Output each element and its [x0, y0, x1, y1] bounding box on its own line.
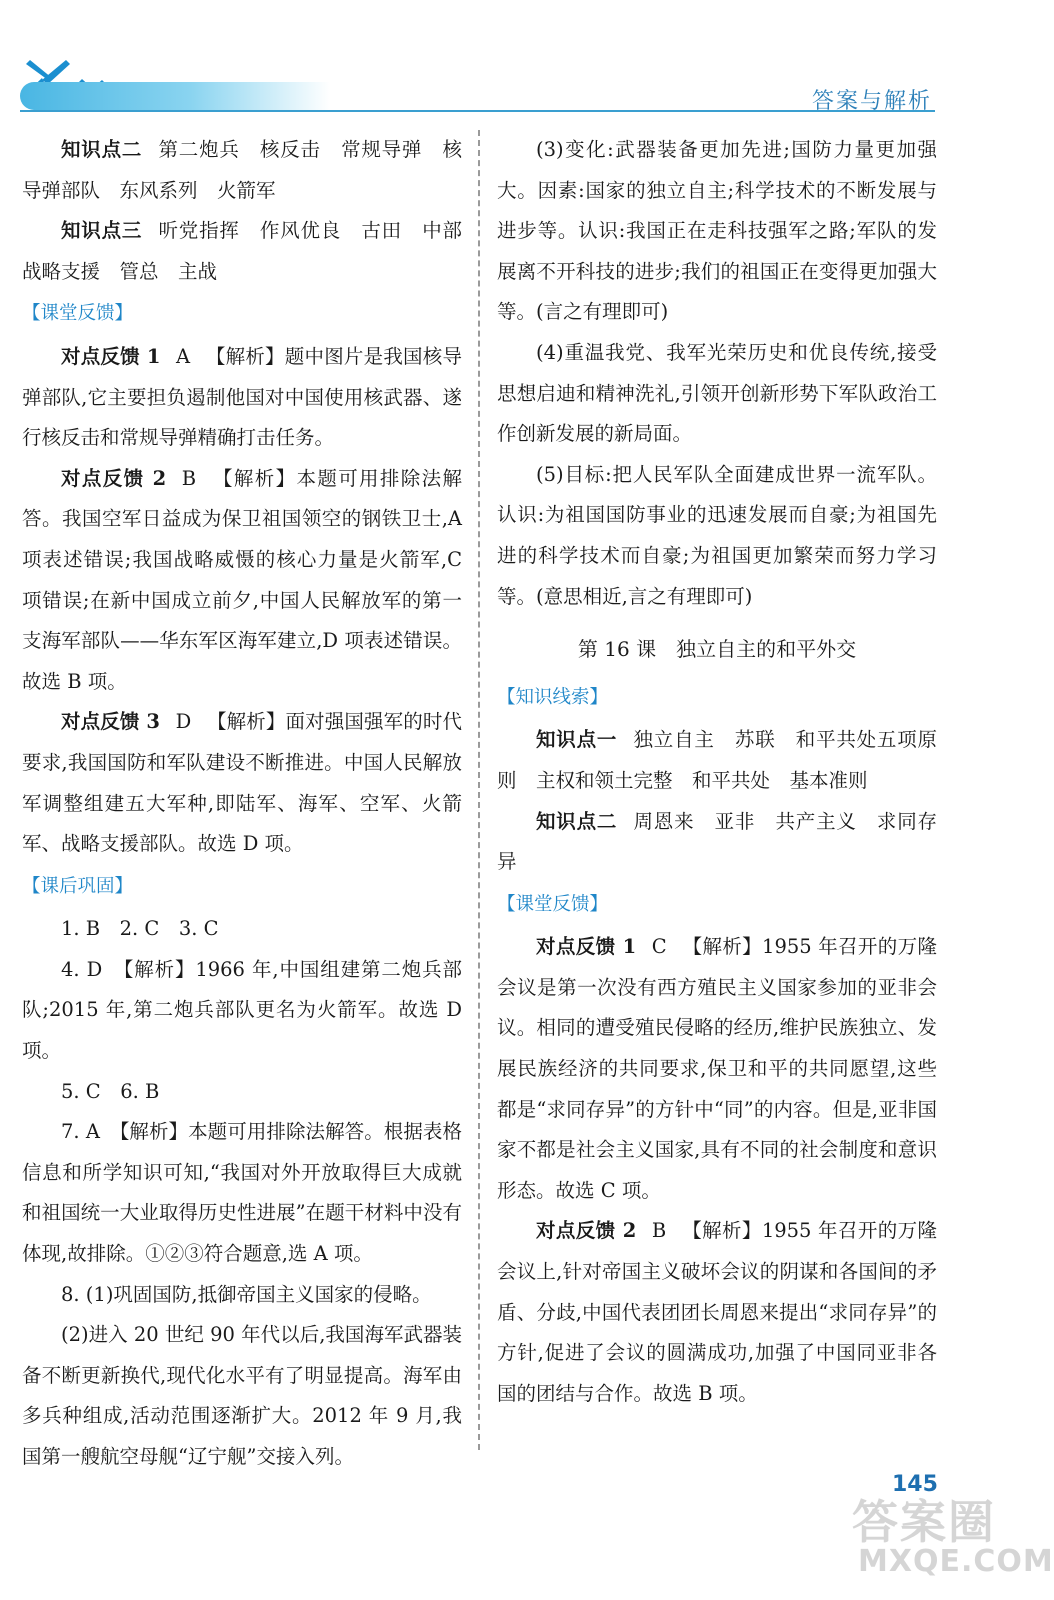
kp2-text: 第二炮兵 核反击 常规导弹 核导弹部队 东风系列 火箭军 — [22, 138, 462, 202]
kp1-text: 独立自主 苏联 和平共处五项原则 主权和领土完整 和平共处 基本准则 — [497, 728, 937, 792]
feedback-2-label: 对点反馈 2 — [61, 466, 167, 490]
answer-7: 7. A 【解析】本题可用排除法解答。根据表格信息和所学知识可知,“我国对外开放取得巨大成就和祖国统一大业取得历史性进展”在题干材料中没有体现,故排除。①②③符合题意,选 A 项。 — [22, 1120, 462, 1266]
page-header — [0, 0, 1054, 120]
lesson-title: 第 16 课 独立自主的和平外交 — [577, 637, 857, 662]
column-divider — [478, 130, 480, 1450]
feedback-2-right-text: 1955 年召开的万隆会议上,针对帝国主义破坏会议的阴谋和各国间的矛盾、分歧,中国代表团团长周恩来提出“求同存异”的方针,促进了会议的圆满成功,加强了中国同亚非各国的团结与合作。故选 B 项。 — [497, 1219, 938, 1405]
knowledge-point-2-right — [497, 802, 937, 883]
section-after-class: 【课后巩固】 — [22, 875, 134, 897]
feedback-3 — [22, 702, 462, 864]
answer-8-3: (3)变化:武器装备更加先进;国防力量更加强大。因素:国家的独立自主;科学技术的不断发展与进步等。认识:我国正在走科技强军之路;军队的发展离不开科技的进步;我们的祖国正在变得更加强大等。(言之有理即可) — [497, 138, 937, 324]
section-classroom-feedback-right: 【课堂反馈】 — [497, 893, 609, 915]
feedback-1-right — [497, 927, 937, 1211]
kp2-right-text: 周恩来 亚非 共产主义 求同存异 — [497, 809, 937, 874]
feedback-1-right-text: 1955 年召开的万隆会议是第一次没有西方殖民主义国家参加的亚非会议。相同的遭受殖民侵略的经历,维护民族独立、发展民族经济的共同要求,保卫和平的共同愿望,这些都是“求同存异”的方针中“同”的内容。但是,亚非国家不都是社会主义国家,具有不同的社会制度和意识形态。故选 C 项。 — [497, 935, 937, 1202]
feedback-1-tag: 【解析】 — [205, 344, 285, 368]
kp2-right-label: 知识点二 — [536, 809, 618, 833]
feedback-3-text: 面对强国强军的时代要求,我国国防和军队建设不断推进。中国人民解放军调整组建五大军种,即陆军、海军、空军、火箭军、战略支援部队。故选 D 项。 — [22, 710, 462, 856]
feedback-3-answer: D — [175, 710, 192, 734]
feedback-2-right-label: 对点反馈 2 — [536, 1219, 637, 1243]
answers-5-6: 5. C 6. B — [61, 1079, 160, 1103]
knowledge-point-3 — [22, 211, 482, 292]
answer-4: 4. D 【解析】1966 年,中国组建第二炮兵部队;2015 年,第二炮兵部队更名为火箭军。故选 D 项。 — [22, 957, 462, 1063]
right-column — [497, 130, 937, 1414]
header-band — [20, 82, 330, 110]
feedback-2-right — [497, 1211, 937, 1414]
feedback-2-right-tag: 【解析】 — [681, 1219, 762, 1243]
feedback-3-label: 对点反馈 3 — [61, 710, 160, 734]
feedback-1-text: 题中图片是我国核导弹部队,它主要担负遏制他国对中国使用核武器、遂行核反击和常规导弹精确打击任务。 — [22, 344, 462, 450]
answers-1-3: 1. B 2. C 3. C — [61, 917, 219, 941]
answer-8-1: 8. (1)巩固国防,抵御帝国主义国家的侵略。 — [61, 1282, 432, 1306]
feedback-2-text: 本题可用排除法解答。我国空军日益成为保卫祖国领空的钢铁卫士,A 项表述错误;我国战略威慑的核心力量是火箭军,C 项错误;在新中国成立前夕,中国人民解放军的第一支海军部队——华东军区海军建立,D 项表述错误。故选 B 项。 — [22, 466, 462, 693]
kp1-label: 知识点一 — [536, 728, 618, 752]
section-classroom-feedback: 【课堂反馈】 — [22, 303, 134, 325]
knowledge-point-2 — [22, 130, 462, 211]
answer-8-4: (4)重温我党、我军光荣历史和优良传统,接受思想启迪和精神洗礼,引领开创新形势下军队政治工作创新发展的新局面。 — [497, 340, 937, 446]
page-number: 145 — [892, 1472, 938, 1497]
header-rule — [20, 110, 935, 112]
feedback-2-tag: 【解析】 — [211, 466, 297, 490]
section-knowledge-clue: 【知识线索】 — [497, 686, 609, 708]
answer-8-2: (2)进入 20 世纪 90 年代以后,我国海军武器装备不断更新换代,现代化水平有了明显提高。海军由多兵种组成,活动范围逐渐扩大。2012 年 9 月,我国第一艘航空母舰“辽宁舰”交接入列。 — [22, 1323, 462, 1468]
watermark-line-2: MXQE.COM — [858, 1544, 1054, 1579]
feedback-1-right-answer: C — [651, 935, 667, 959]
left-column — [22, 130, 482, 1478]
feedback-2-answer: B — [181, 466, 197, 490]
answer-8-5: (5)目标:把人民军队全面建成世界一流军队。认识:为祖国国防事业的迅速发展而自豪;为祖国先进的科学技术而自豪;为祖国更加繁荣而努力学习等。(意思相近,言之有理即可) — [497, 462, 937, 608]
feedback-1-label: 对点反馈 1 — [61, 344, 161, 368]
feedback-1 — [22, 337, 462, 459]
kp3-label: 知识点三 — [61, 219, 143, 243]
kp2-label: 知识点二 — [61, 138, 143, 161]
feedback-2-right-answer: B — [651, 1219, 667, 1243]
header-title: 答案与解析 — [811, 89, 932, 114]
watermark-line-1: 答案圈 — [852, 1495, 996, 1549]
watermark — [852, 1486, 1054, 1590]
knowledge-point-1 — [497, 720, 937, 801]
feedback-1-right-label: 对点反馈 1 — [536, 935, 637, 959]
feedback-1-right-tag: 【解析】 — [682, 935, 763, 959]
feedback-3-tag: 【解析】 — [206, 710, 286, 734]
feedback-1-answer: A — [176, 344, 191, 368]
feedback-2 — [22, 459, 462, 703]
kp3-text: 听党指挥 作风优良 古田 中部 战略支援 管总 主战 — [22, 219, 482, 283]
